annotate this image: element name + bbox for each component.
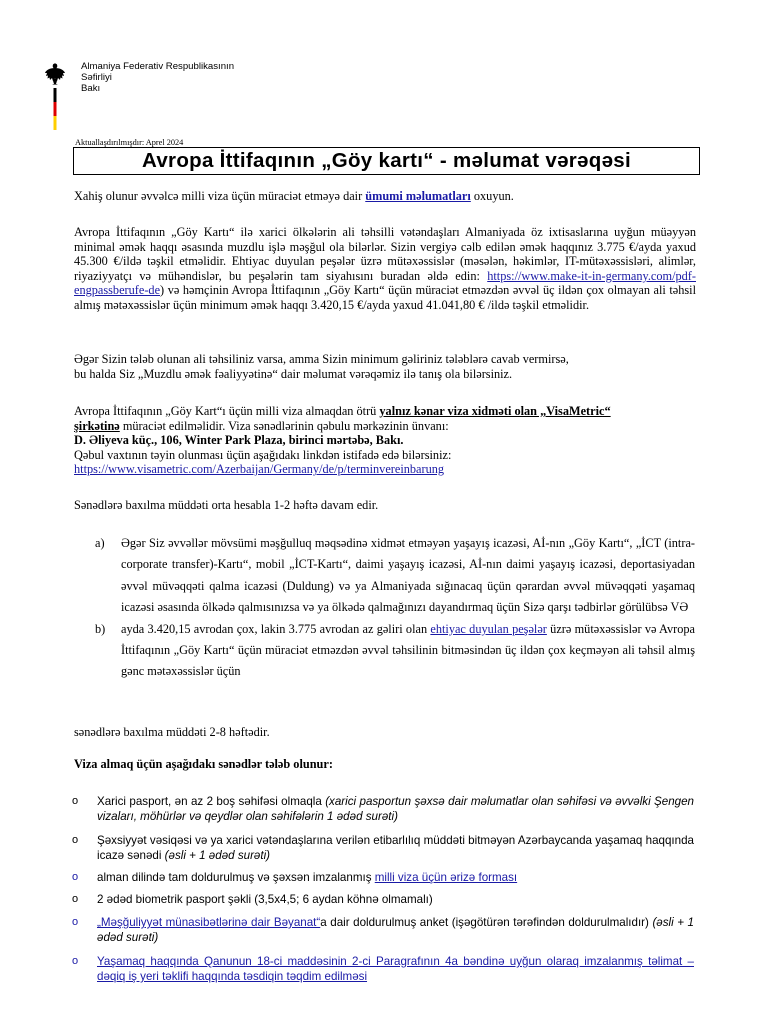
condition-text-b-after: üzrə mütəxəssislər və Avropa İttifaqının „Göy Kartı“ üçün müraciət etməzdən əvvəl təhsilinin bitməsindən üç ildən çox keçməyən ali təhsil almış gənc mətəxəssislər üçün (121, 621, 695, 679)
doc-passport-text: Xarici pasport, ən az 2 boş səhifəsi olmaqla (97, 795, 326, 808)
visametric-company-text: şirkətinə (74, 418, 120, 433)
embassy-header (81, 61, 234, 94)
residence-law-instruction-link[interactable]: Yaşamaq haqqında Qanunun 18-ci maddəsinin 2-ci Paragrafının 4a bəndinə uyğun olaraq imzalanmış təlimat – dəqiq iş yeri təklifi haqqında təsdiqin təqdim edilməsi (97, 955, 694, 984)
employment-line-1: Əgər Sizin tələb olunan ali təhsiliniz varsa, amma Sizin minimum gəliriniz tələblərə cavab vermirsə, (74, 352, 569, 366)
doc-declaration-note: (əsli + 1 ədəd surəti) (97, 916, 694, 945)
title-box (73, 147, 700, 175)
blue-card-text-2: ) və həmçinin Avropa İttifaqının „Göy Kartı“ üçün müraciət etməzdən əvvəl üç ildən çox olmayan ali təhsil almış mətəxəssislər üçün minimum əmək haqqı 3.420,15 €/ayda yaxud 41.041,80 € /ildə təşkil etməlidir. (74, 283, 696, 312)
list-bullet-icon: o (72, 834, 79, 846)
condition-item-b (95, 619, 695, 683)
extended-processing-paragraph: sənədlərə baxılma müddəti 2-8 həftədir. (74, 725, 270, 739)
employment-line-2: bu halda Siz „Muzdlu əmək fəaliyyətinə“ dair məlumat vərəqəmiz ilə tanış ola bilərsiniz. (74, 366, 513, 381)
conditions-list (95, 533, 695, 683)
doc-id-text: Şəxsiyyət vəsiqəsi və ya xarici vətəndaşlarına verilən etibarlılıq müddəti bitməyən Azərbaycanda yaşamaq haqqında icazə sənədi (97, 834, 694, 863)
condition-marker-a: a) (95, 536, 105, 550)
visametric-address: D. Əliyeva küç., 106, Winter Park Plaza, birinci mərtəbə, Bakı. (74, 433, 404, 448)
list-bullet-icon: o (72, 916, 79, 928)
header-line-3: Bakı (81, 83, 101, 94)
shortage-professions-link[interactable]: ehtiyac duyulan peşələr (430, 621, 547, 636)
header-line-1: Almaniya Federativ Respublikasının (81, 61, 235, 72)
condition-marker-b: b) (95, 621, 106, 636)
doc-declaration-text: a dair doldurulmuş anket (işəgötürən tərəfindən doldurulmalıdır) (320, 916, 653, 929)
condition-text-b-before: ayda 3.420,15 avrodan çox, lakin 3.775 avrodan az gəliri olan (121, 621, 431, 636)
federal-eagle-logo-icon (44, 60, 66, 132)
doc-id-note: (əsli + 1 ədəd surəti) (164, 849, 271, 863)
list-bullet-icon: o (72, 955, 79, 967)
visametric-text-before: Avropa İttifaqının „Göy Kart“ı üçün milli viza almaqdan ötrü (74, 404, 380, 418)
intro-text-before: Xahiş olunur əvvəlcə milli viza üçün müraciət etməyə dair (74, 189, 366, 203)
doc-passport-note: (xarici pasportun şəxsə dair məlumatlar olan səhifəsi və əvvəlki Şengen vizaları, möhürlər və qeydlər olan səhifələrin 1 ədəd surəti) (97, 795, 694, 824)
employment-paragraph (74, 352, 696, 381)
appointment-link[interactable]: https://www.visametric.com/Azerbaijan/Germany/de/p/terminvereinbarung (74, 462, 445, 477)
intro-paragraph (74, 189, 696, 204)
processing-time-paragraph: Sənədlərə baxılma müddəti orta hesabla 1-2 həftə davam edir. (74, 498, 379, 512)
employment-declaration-link[interactable]: „Məşğuliyyət münasibətlərinə dair Bəyanat“ (97, 916, 321, 929)
doc-form-text: alman dilində tam doldurulmuş və şəxsən imzalanmış (97, 871, 375, 884)
visametric-paragraph (74, 404, 696, 477)
list-bullet-icon: o (72, 893, 79, 905)
updated-date: Aktuallaşdırılmışdır: Aprel 2024 (75, 138, 184, 147)
required-documents-heading: Viza almaq üçün aşağıdakı sənədlər tələb olunur: (74, 757, 333, 771)
list-bullet-icon: o (72, 795, 79, 807)
visa-application-form-link[interactable]: milli viza üçün ərizə forması (374, 871, 518, 884)
list-bullet-icon: o (72, 871, 79, 883)
appointment-text: Qəbul vaxtının təyin olunması üçün aşağıdakı linkdən istifadə edə bilərsiniz: (74, 447, 452, 462)
blue-card-paragraph (74, 225, 696, 313)
blue-card-text-1: Avropa İttifaqının „Göy Kartı“ ilə xarici ölkələrin ali təhsilli vətəndaşları Almaniyada öz ixtisaslarına uyğun müəyyən minimal əmək haqqı əsasında muzdlu işlə məşğul ola bilərlər. Sizin vergiyə cəlb edilən əmək haqqınız 3.775 €/ayda yaxud 45.300 €/ildə təşkil etməlidir. Ehtiyac duyulan peşələr üzrə mütəxəssislər (məsələn, həkimlər, IT-mütəxəssisləri, alimlər, riyaziyyatçı və mühəndislər, bu peşələrin tam siyahısını buradan əldə edin: (74, 225, 696, 283)
general-info-link[interactable]: ümumi məlumatları (365, 189, 471, 203)
header-line-2: Səfirliyi (81, 72, 112, 83)
condition-text-a: Əgər Siz əvvəllər mövsümi məşğulluq məqsədinə xidmət etməyən yaşayış icazəsi, Aİ-nın „Göy Kartı“, „İCT (intra-corporate transfer)-Kartı“, mobil „İCT-Kartı“, daimi yaşayış icazəsi, Aİ-nın daimi yaşayış icazəsi, deportasiyadan əvvəl müvəqqəti qalma icazəsi (Duldung) və ya Almaniyada sığınacaq üçün qərardan əvvəl müvəqqəti yaşamaq icazəsi əsasında ölkədə qalmısınızsa və ya ölkədə qalmağınızı dayandırmaq üçün Sizə qarşı tədbirlər görülübsə VƏ (121, 536, 695, 615)
doc-photos-text: 2 ədəd biometrik pasport şəkli (3,5x4,5; 6 aydan köhnə olmamalı) (97, 893, 433, 906)
visametric-text-after: müraciət edilməlidir. Viza sənədlərinin qəbulu mərkəzinin ünvanı: (119, 418, 449, 433)
page-title: Avropa İttifaqının „Göy kartı“ - məlumat vərəqəsi (142, 149, 631, 172)
intro-text-after: oxuyun. (470, 189, 514, 203)
visametric-only-text: yalnız kənar viza xidməti olan „VisaMetric“ (379, 404, 611, 418)
condition-item-a (95, 533, 695, 619)
shortage-occupations-link[interactable]: https://www.make-it-in-germany.com/pdf-engpassberufe-de (74, 268, 696, 298)
